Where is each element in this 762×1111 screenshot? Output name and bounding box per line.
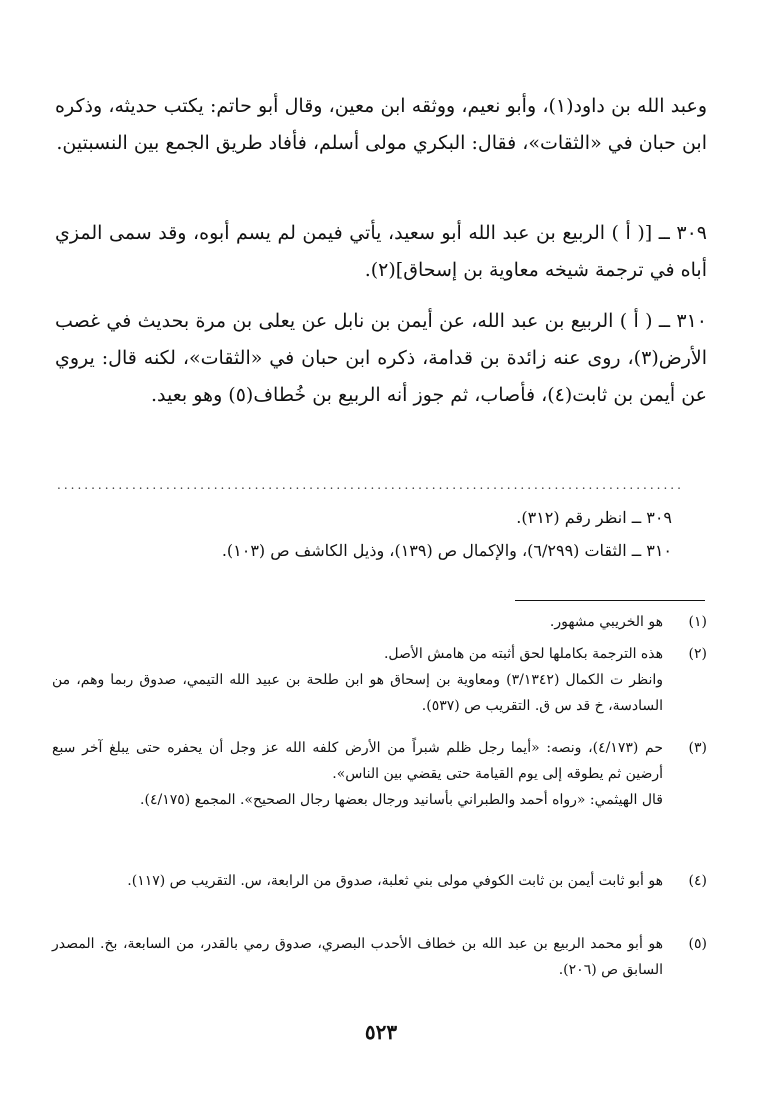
footnote-number: (٤) xyxy=(688,873,707,889)
footnote-line: حم (٤/١٧٣)، ونصه: «أيما رجل ظلم شبراً من الأرض كلفه الله عز وجل أن يحفره حتى يبلغ آخر سبع أرضين ثم يطوقه إلى يوم القيامة حتى يقضي بين الناس». xyxy=(52,740,663,782)
footnote-line: هو أبو محمد الربيع بن عبد الله بن خطاف الأحدب البصري، صدوق رمي بالقدر، من السابعة، بخ. المصدر السابق ص (٢٠٦). xyxy=(52,936,663,978)
footnote-4 xyxy=(52,868,707,894)
footnote-number: (١) xyxy=(688,614,707,630)
dotted-separator: ............................................................................................ xyxy=(57,480,684,490)
footnote-2 xyxy=(52,641,707,719)
footnote-number: (٣) xyxy=(688,740,707,756)
footnote-number: (٢) xyxy=(688,646,707,662)
footnote-5 xyxy=(52,931,707,983)
reference-310: ٣١٠ ــ الثقات (٦/٢٩٩)، والإكمال ص (١٣٩)، وذيل الكاشف ص (١٠٣). xyxy=(221,541,672,560)
footnote-line: قال الهيثمي: «رواه أحمد والطبراني بأسانيد ورجال بعضها رجال الصحيح». المجمع (٤/١٧٥). xyxy=(140,792,663,808)
footnote-1 xyxy=(52,609,707,635)
footnote-number: (٥) xyxy=(688,936,707,952)
main-paragraph-continuation: وعبد الله بن داود(١)، وأبو نعيم، ووثقه ابن معين، وقال أبو حاتم: يكتب حديثه، وذكره ابن حبان في «الثقات»، فقال: البكري مولى أسلم، فأفاد طريق الجمع بين النسبتين. xyxy=(55,95,708,154)
page-number: ٥٢٣ xyxy=(364,1020,398,1044)
footnote-line: وانظر ت الكمال (٣/١٣٤٢) ومعاوية بن إسحاق هو ابن طلحة بن عبيد الله التيمي، صدوق ربما وهم، من السادسة، خ قد س ق. التقريب ص (٥٣٧). xyxy=(52,672,664,714)
footnote-line: هو أبو ثابت أيمن بن ثابت الكوفي مولى بني ثعلبة، صدوق من الرابعة، س. التقريب ص (١١٧). xyxy=(127,873,663,889)
footnote-divider xyxy=(515,600,705,601)
footnote-line: هذه الترجمة بكاملها لحق أثبته من هامش الأصل. xyxy=(383,646,663,662)
reference-309: ٣٠٩ ــ انظر رقم (٣١٢). xyxy=(516,508,672,527)
footnote-3 xyxy=(52,735,707,813)
entry-309-paragraph: ٣٠٩ ــ [( أ ) الربيع بن عبد الله أبو سعيد، يأتي فيمن لم يسم أبوه، وقد سمى المزي أباه في ترجمة شيخه معاوية بن إسحاق](٢). xyxy=(55,222,707,281)
footnote-line: هو الخريبي مشهور. xyxy=(549,614,663,630)
entry-310-paragraph: ٣١٠ ــ ( أ ) الربيع بن عبد الله، عن أيمن بن نابل عن يعلى بن مرة بحديث في غصب الأرض(٣)، روى عنه زائدة بن قدامة، ذكره ابن حبان في «الثقات»، لكنه قال: يروي عن أيمن بن ثابت(٤)، فأصاب، ثم جوز أنه الربيع بن خُطاف(٥) وهو بعيد. xyxy=(55,310,707,406)
